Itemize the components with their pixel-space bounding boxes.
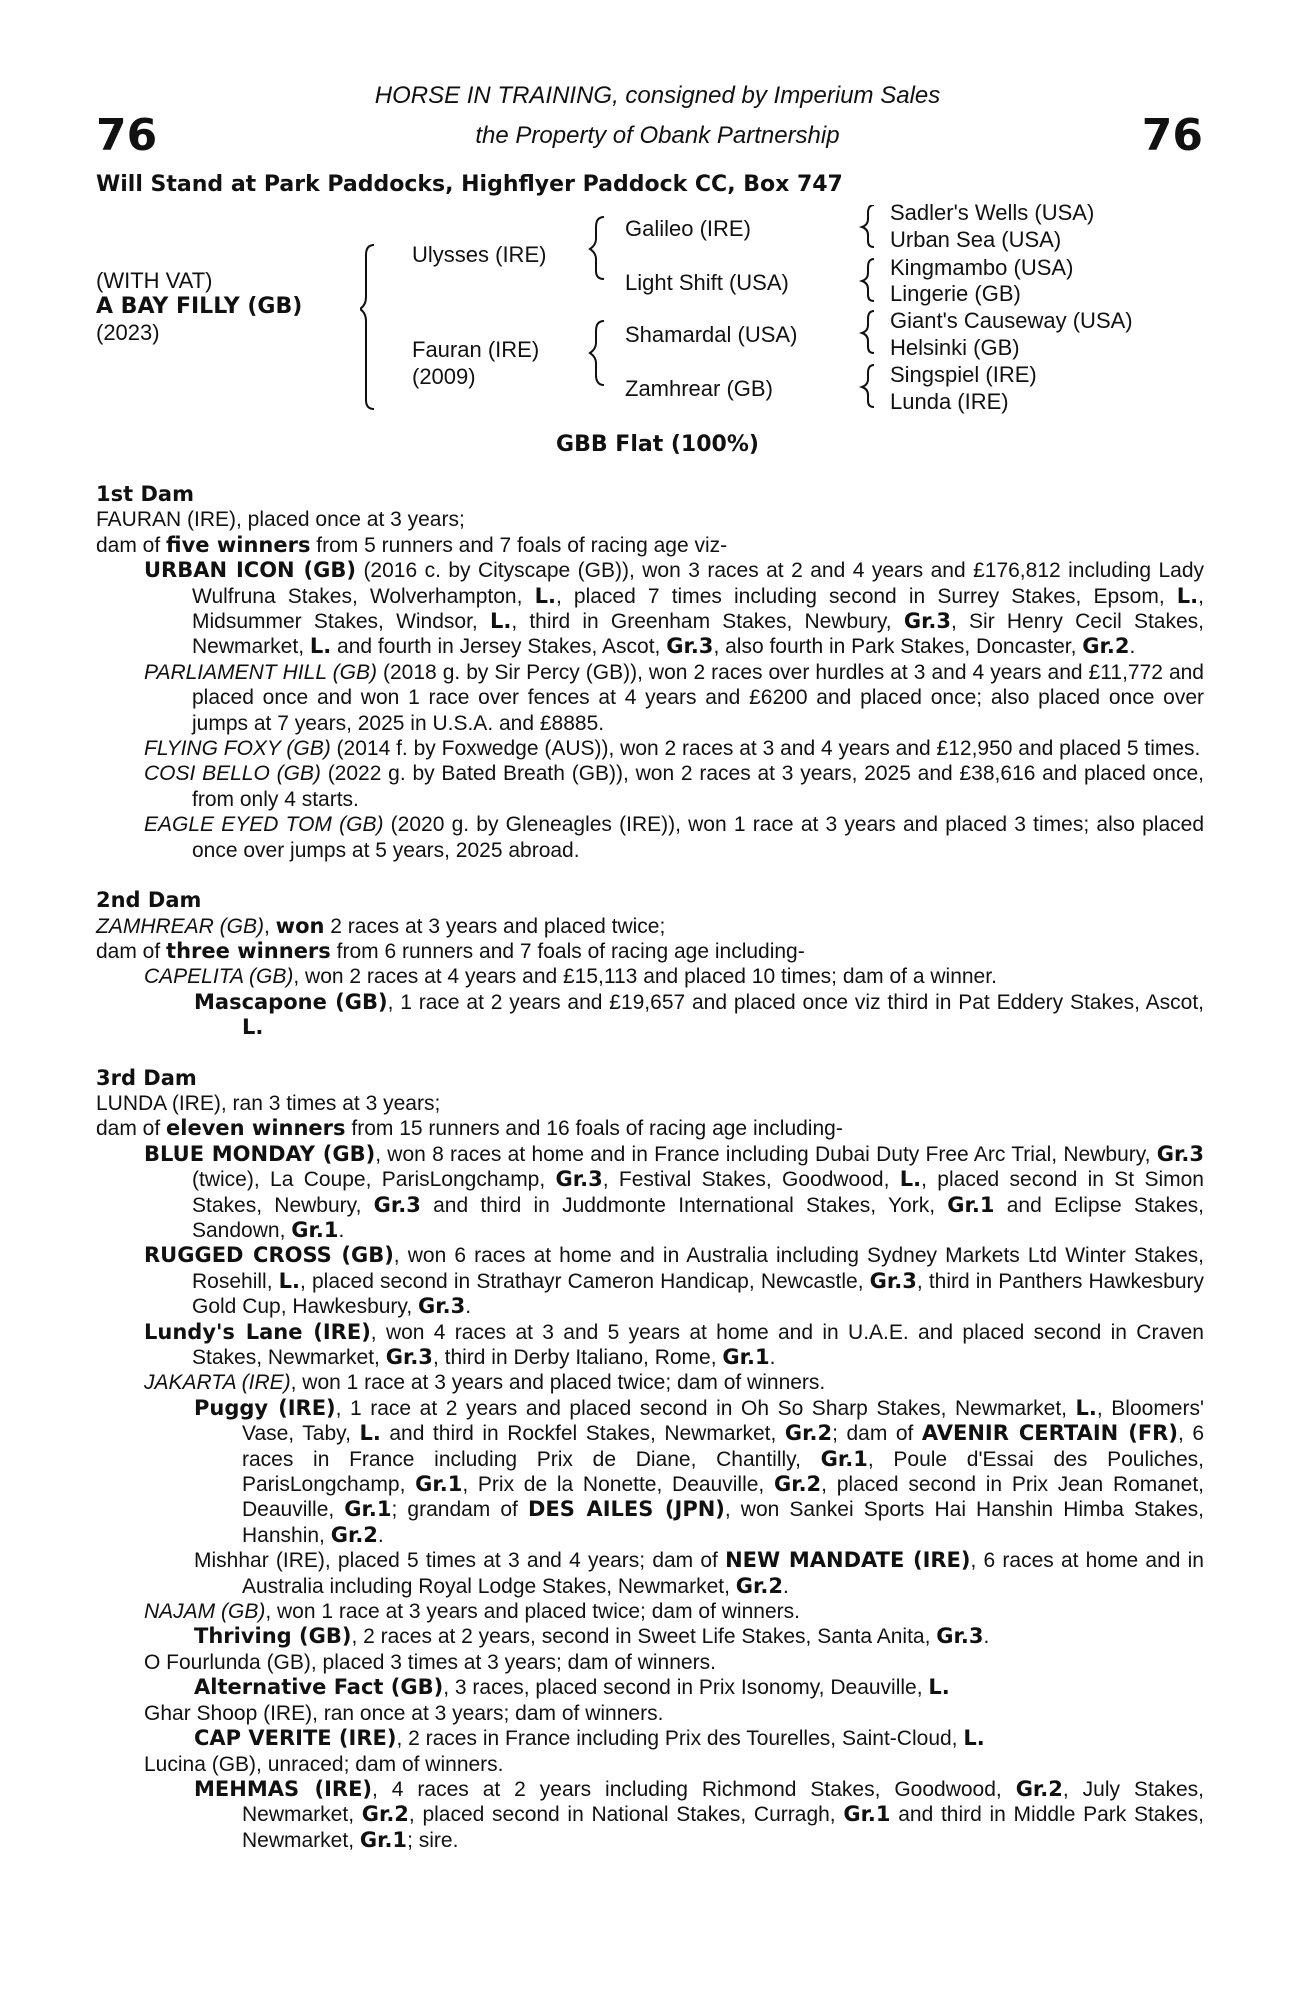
second-dam-heading: 2nd Dam	[96, 888, 202, 913]
third-dam-jakarta: JAKARTA (IRE), won 1 race at 3 years and placed twice; dam of winners.	[144, 1371, 826, 1395]
third-dam-puggy: Puggy (IRE), 1 race at 2 years and placed second in Oh So Sharp Stakes, Newmarket, L., Bloomers' Vase, Taby, L. and third in Rockfel Stakes, Newmarket, Gr.2; dam of AVENIR CERTAIN (FR), 6 races in France including Prix de Diane, Chantilly, Gr.1, Poule d'Essai des Pouliches, ParisLongchamp, Gr.1, Prix de la Nonette, Deauville, Gr.2, placed second in Prix Jean Romanet, Deauville, Gr.1; grandam of DES AILES (JPN), won Sankei Sports Hai Hanshin Himba Stakes, Hanshin, Gr.2.	[194, 1395, 1205, 1547]
produce-eagle-eyed-tom: EAGLE EYED TOM (GB) (2020 g. by Gleneagles (IRE)), won 1 race at 3 years and placed 3 times; also placed once over jumps at 5 years, 2025 abroad.	[144, 813, 1205, 862]
second-dam-line-2: dam of three winners from 6 runners and 7 foals of racing age including-	[96, 938, 805, 963]
third-dam-ghar-shoop: Ghar Shoop (IRE), ran once at 3 years; dam of winners.	[144, 1701, 664, 1725]
produce-cosi-bello: COSI BELLO (GB) (2022 g. by Bated Breath (GB)), won 2 races at 3 years, 2025 and £38,616 and placed once, from only 4 starts.	[144, 762, 1204, 811]
second-dam-line-1: ZAMHREAR (GB), won 2 races at 3 years and placed twice;	[96, 913, 666, 938]
grandsire-3: Shamardal (USA)	[625, 322, 798, 347]
stand-location: Will Stand at Park Paddocks, Highflyer Paddock CC, Box 747	[96, 172, 843, 197]
third-dam-najam: NAJAM (GB), won 1 race at 3 years and placed twice; dam of winners.	[144, 1600, 800, 1624]
ggs-4: Lingerie (GB)	[890, 281, 1021, 306]
horse-name: A BAY FILLY (GB)	[96, 294, 303, 319]
ggs-1: Sadler's Wells (USA)	[890, 200, 1095, 225]
produce-parliament-hill: PARLIAMENT HILL (GB) (2018 g. by Sir Percy (GB)), won 2 races over hurdles at 3 and 4 years and £11,772 and placed once and won 1 race over fences at 4 years and £6200 and placed once; also placed once over jumps at 7 years, 2025 in U.S.A. and £8885.	[144, 660, 1204, 735]
lot-heading: HORSE IN TRAINING, consigned by Imperium Sales	[374, 82, 941, 109]
dam-year: (2009)	[412, 364, 476, 389]
ggs-7: Singspiel (IRE)	[890, 362, 1037, 387]
third-dam-line-1: LUNDA (IRE), ran 3 times at 3 years;	[96, 1091, 441, 1115]
rating: GBB Flat (100%)	[556, 432, 759, 457]
third-dam-mehmas: MEHMAS (IRE), 4 races at 2 years including Richmond Stakes, Goodwood, Gr.2, July Stakes, Newmarket, Gr.2, placed second in National Stakes, Curragh, Gr.1 and third in Middle Park Stakes, Newmarket, Gr.1; sire.	[194, 1776, 1204, 1852]
first-dam-line-1: FAURAN (IRE), placed once at 3 years;	[96, 508, 465, 532]
third-dam-mishhar: Mishhar (IRE), placed 5 times at 3 and 4 years; dam of NEW MANDATE (IRE), 6 races at home and in Australia including Royal Lodge Stakes, Newmarket, Gr.2.	[194, 1548, 1204, 1598]
second-dam-mascapone: Mascapone (GB), 1 race at 2 years and £19,657 and placed once viz third in Pat Eddery Stakes, Ascot, L.	[194, 989, 1204, 1040]
third-dam-cap-verite: CAP VERITE (IRE), 2 races in France including Prix des Tourelles, Saint-Cloud, L.	[194, 1726, 985, 1751]
horse-year: (2023)	[96, 320, 160, 345]
ggs-6: Helsinki (GB)	[890, 335, 1020, 360]
third-dam-o-fourlunda: O Fourlunda (GB), placed 3 times at 3 years; dam of winners.	[144, 1650, 716, 1674]
horse-vat: (WITH VAT)	[96, 268, 213, 293]
first-dam-line-2: dam of five winners from 5 runners and 7 foals of racing age viz-	[96, 532, 728, 557]
lot-property: the Property of Obank Partnership	[475, 122, 840, 149]
first-dam-heading: 1st Dam	[96, 482, 194, 506]
grandsire-2: Light Shift (USA)	[625, 270, 789, 295]
ggs-5: Giant's Causeway (USA)	[890, 308, 1133, 333]
third-dam-heading: 3rd Dam	[96, 1065, 197, 1090]
grandsire-4: Zamhrear (GB)	[625, 376, 773, 401]
third-dam-alternative-fact: Alternative Fact (GB), 3 races, placed second in Prix Isonomy, Deauville, L.	[194, 1675, 950, 1700]
third-dam-lundys-lane: Lundy's Lane (IRE), won 4 races at 3 and 5 years at home and in U.A.E. and placed second in Craven Stakes, Newmarket, Gr.3, third in Derby Italiano, Rome, Gr.1.	[144, 1319, 1204, 1369]
lot-number-right: 76	[1141, 110, 1203, 161]
sire: Ulysses (IRE)	[412, 242, 547, 267]
third-dam-rugged-cross: RUGGED CROSS (GB), won 6 races at home and in Australia including Sydney Markets Ltd Winter Stakes, Rosehill, L., placed second in Strathayr Cameron Handicap, Newcastle, Gr.3, third in Panthers Hawkesbury Gold Cup, Hawkesbury, Gr.3.	[144, 1243, 1204, 1319]
produce-flying-foxy: FLYING FOXY (GB) (2014 f. by Foxwedge (AUS)), won 2 races at 3 and 4 years and £12,950 and placed 5 times.	[144, 737, 1201, 761]
third-dam-lucina: Lucina (GB), unraced; dam of winners.	[144, 1752, 504, 1776]
second-dam-capelita: CAPELITA (GB), won 2 races at 4 years and £15,113 and placed 10 times; dam of a winner.	[144, 965, 997, 989]
third-dam-thriving: Thriving (GB), 2 races at 2 years, second in Sweet Life Stakes, Santa Anita, Gr.3.	[194, 1624, 990, 1649]
third-dam-line-2: dam of eleven winners from 15 runners and 16 foals of racing age including-	[96, 1116, 843, 1141]
lot-number-left: 76	[96, 110, 158, 161]
ggs-8: Lunda (IRE)	[890, 389, 1009, 414]
dam: Fauran (IRE)	[412, 337, 540, 362]
ggs-3: Kingmambo (USA)	[890, 255, 1074, 280]
catalogue-text	[96, 482, 1204, 1853]
produce-urban-icon: URBAN ICON (GB) (2016 c. by Cityscape (GB)), won 3 races at 2 and 4 years and £176,812 including Lady Wulfruna Stakes, Wolverhampton, L., placed 7 times including second in Surrey Stakes, Epsom, L., Midsummer Stakes, Windsor, L., third in Greenham Stakes, Newbury, Gr.3, Sir Henry Cecil Stakes, Newmarket, L. and fourth in Jersey Stakes, Ascot, Gr.3, also fourth in Park Stakes, Doncaster, Gr.2.	[144, 558, 1204, 659]
grandsire-1: Galileo (IRE)	[625, 216, 751, 241]
third-dam-blue-monday: BLUE MONDAY (GB), won 8 races at home and in France including Dubai Duty Free Arc Trial, Newbury, Gr.3 (twice), La Coupe, ParisLongchamp, Gr.3, Festival Stakes, Goodwood, L., placed second in St Simon Stakes, Newbury, Gr.3 and third in Juddmonte International Stakes, York, Gr.1 and Eclipse Stakes, Sandown, Gr.1.	[144, 1141, 1205, 1242]
ggs-2: Urban Sea (USA)	[890, 227, 1062, 252]
